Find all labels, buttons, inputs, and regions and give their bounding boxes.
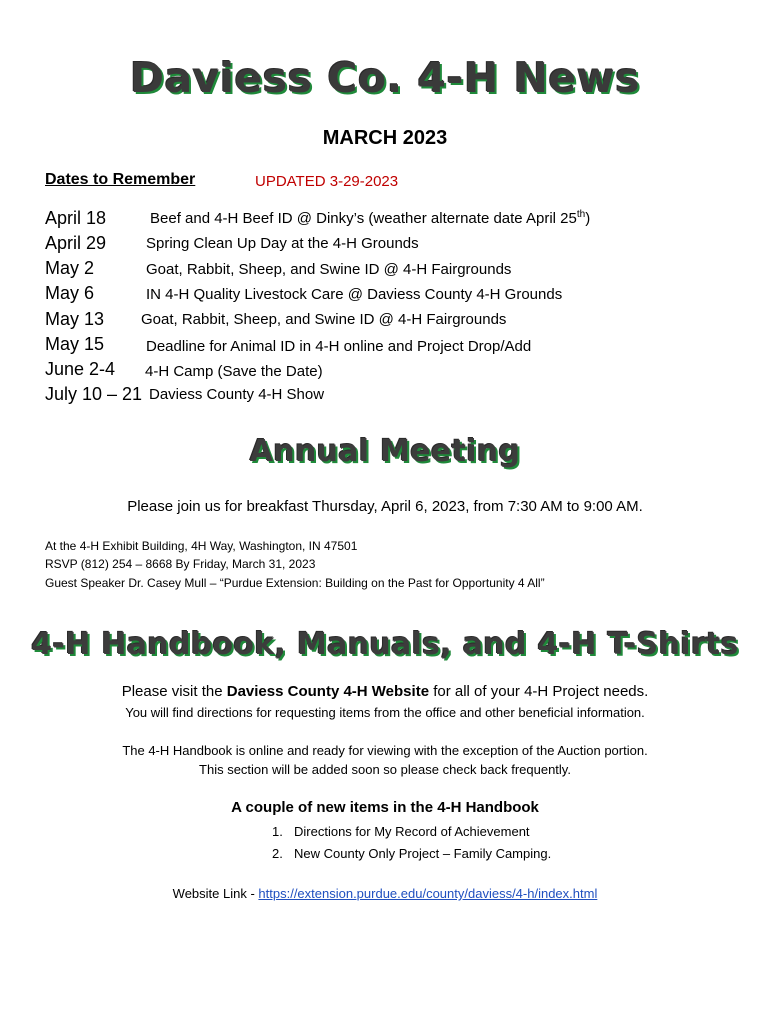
meeting-rsvp: RSVP (812) 254 – 8668 By Friday, March 31, 2023 [45,557,316,571]
date-label: April 29 [45,233,107,253]
website-link-line [0,886,770,901]
event-text: Beef and 4-H Beef ID @ Dinky’s (weather alternate date April 25th) [150,209,591,227]
date-label: May 15 [45,334,105,354]
handbook-online-text: The 4-H Handbook is online and ready for viewing with the exception of the Auction portion. [122,743,648,758]
event-text: 4-H Camp (Save the Date) [145,363,323,380]
handbook-check-back-text: This section will be added soon so please check back frequently. [199,762,571,777]
meeting-location: At the 4-H Exhibit Building, 4H Way, Washington, IN 47501 [45,539,358,553]
list-item: 1. Directions for My Record of Achievement [272,824,530,839]
website-link-label: Website Link - [172,886,259,901]
event-text: Spring Clean Up Day at the 4-H Grounds [146,235,419,252]
directions-text: You will find directions for requesting items from the office and other beneficial information. [125,705,645,720]
annual-meeting-heading: Annual Meeting [249,434,521,469]
date-label: May 2 [45,258,95,278]
newsletter-month: MARCH 2023 [322,127,448,149]
updated-notice: UPDATED 3-29-2023 [255,173,399,190]
meeting-invite: Please join us for breakfast Thursday, April 6, 2023, from 7:30 AM to 9:00 AM. [127,498,643,515]
date-label: May 6 [45,283,95,303]
website-link[interactable]: https://extension.purdue.edu/county/daviess/4-h/index.html [258,886,598,901]
list-item: 2. New County Only Project – Family Camping. [272,846,552,861]
date-label: May 13 [45,309,105,329]
event-text: Daviess County 4-H Show [149,386,325,403]
date-label: July 10 – 21 [45,384,143,404]
meeting-speaker: Guest Speaker Dr. Casey Mull – “Purdue Extension: Building on the Past for Opportunity 4 All” [45,576,545,590]
handbook-heading: 4-H Handbook, Manuals, and 4-H T-Shirts [31,627,739,662]
dates-to-remember-heading: Dates to Remember [45,171,196,188]
event-text: Deadline for Animal ID in 4-H online and Project Drop/Add [146,338,532,355]
date-label: April 18 [45,208,107,228]
date-label: June 2-4 [45,359,116,379]
new-items-heading: A couple of new items in the 4-H Handbook [231,799,539,816]
event-text: IN 4-H Quality Livestock Care @ Daviess County 4-H Grounds [146,286,563,303]
event-text: Goat, Rabbit, Sheep, and Swine ID @ 4-H Fairgrounds [141,311,507,328]
newsletter-title: Daviess Co. 4-H News [129,54,640,102]
event-text: Goat, Rabbit, Sheep, and Swine ID @ 4-H Fairgrounds [146,261,512,278]
website-name: Daviess County 4-H Website [226,683,430,700]
visit-website-text: Please visit the Daviess County 4-H Website for all of your 4-H Project needs. [121,683,649,700]
